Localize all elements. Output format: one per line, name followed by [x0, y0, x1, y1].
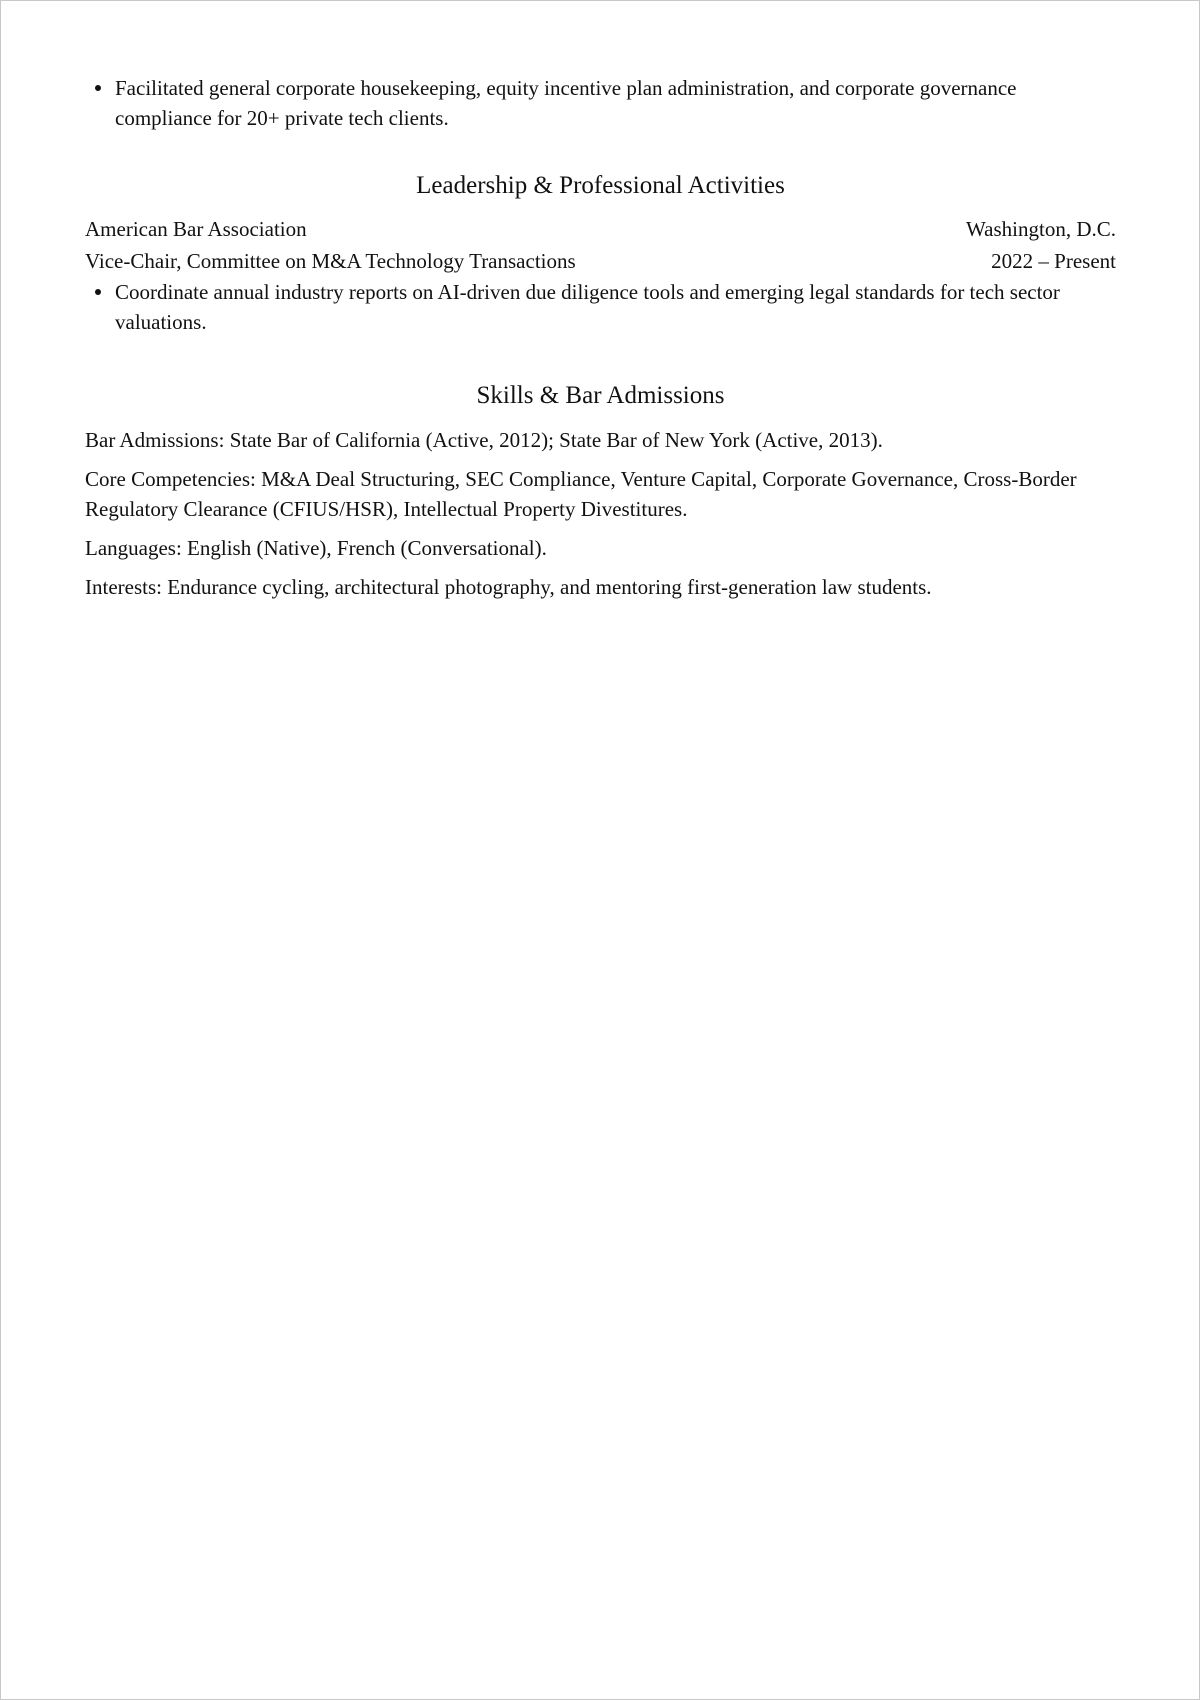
leadership-entry-header	[85, 213, 1116, 245]
skill-value: State Bar of California (Active, 2012); State Bar of New York (Active, 2013).	[224, 428, 883, 452]
skill-line-languages	[85, 533, 1116, 563]
skill-line-interests	[85, 572, 1116, 602]
leadership-entry	[85, 213, 1116, 337]
resume-content	[85, 73, 1116, 611]
leadership-entry-subheader	[85, 245, 1116, 277]
experience-bullet: Facilitated general corporate housekeeping, equity incentive plan administration, and corporate governance compliance for 20+ private tech clients.	[115, 73, 1116, 133]
leadership-bullet: Coordinate annual industry reports on AI-driven due diligence tools and emerging legal standards for tech sector valuations.	[115, 277, 1116, 337]
skills-list	[85, 425, 1116, 602]
skill-label: Bar Admissions:	[85, 428, 225, 452]
skill-label: Interests:	[85, 575, 162, 599]
organization-name: American Bar Association	[85, 217, 307, 241]
skill-line-core-competencies	[85, 464, 1116, 524]
skill-value: M&A Deal Structuring, SEC Compliance, Venture Capital, Corporate Governance, Cross-Border Regulatory Clearance (CFIUS/HSR), Intellectual Property Divestitures.	[85, 467, 1077, 521]
role-dates: 2022 – Present	[991, 249, 1116, 273]
skills-section-heading: Skills & Bar Admissions	[476, 382, 725, 409]
skill-label: Core Competencies:	[85, 467, 256, 491]
skill-line-bar-admissions	[85, 425, 1116, 455]
leadership-section-heading: Leadership & Professional Activities	[416, 172, 785, 199]
organization-location: Washington, D.C.	[966, 217, 1116, 241]
skill-label: Languages:	[85, 536, 182, 560]
experience-bullet-list	[85, 73, 1116, 133]
leadership-bullet-list	[85, 277, 1116, 337]
skill-value: Endurance cycling, architectural photography, and mentoring first-generation law students.	[161, 575, 932, 599]
role-title: Vice-Chair, Committee on M&A Technology Transactions	[85, 249, 576, 273]
skill-value: English (Native), French (Conversational).	[181, 536, 547, 560]
